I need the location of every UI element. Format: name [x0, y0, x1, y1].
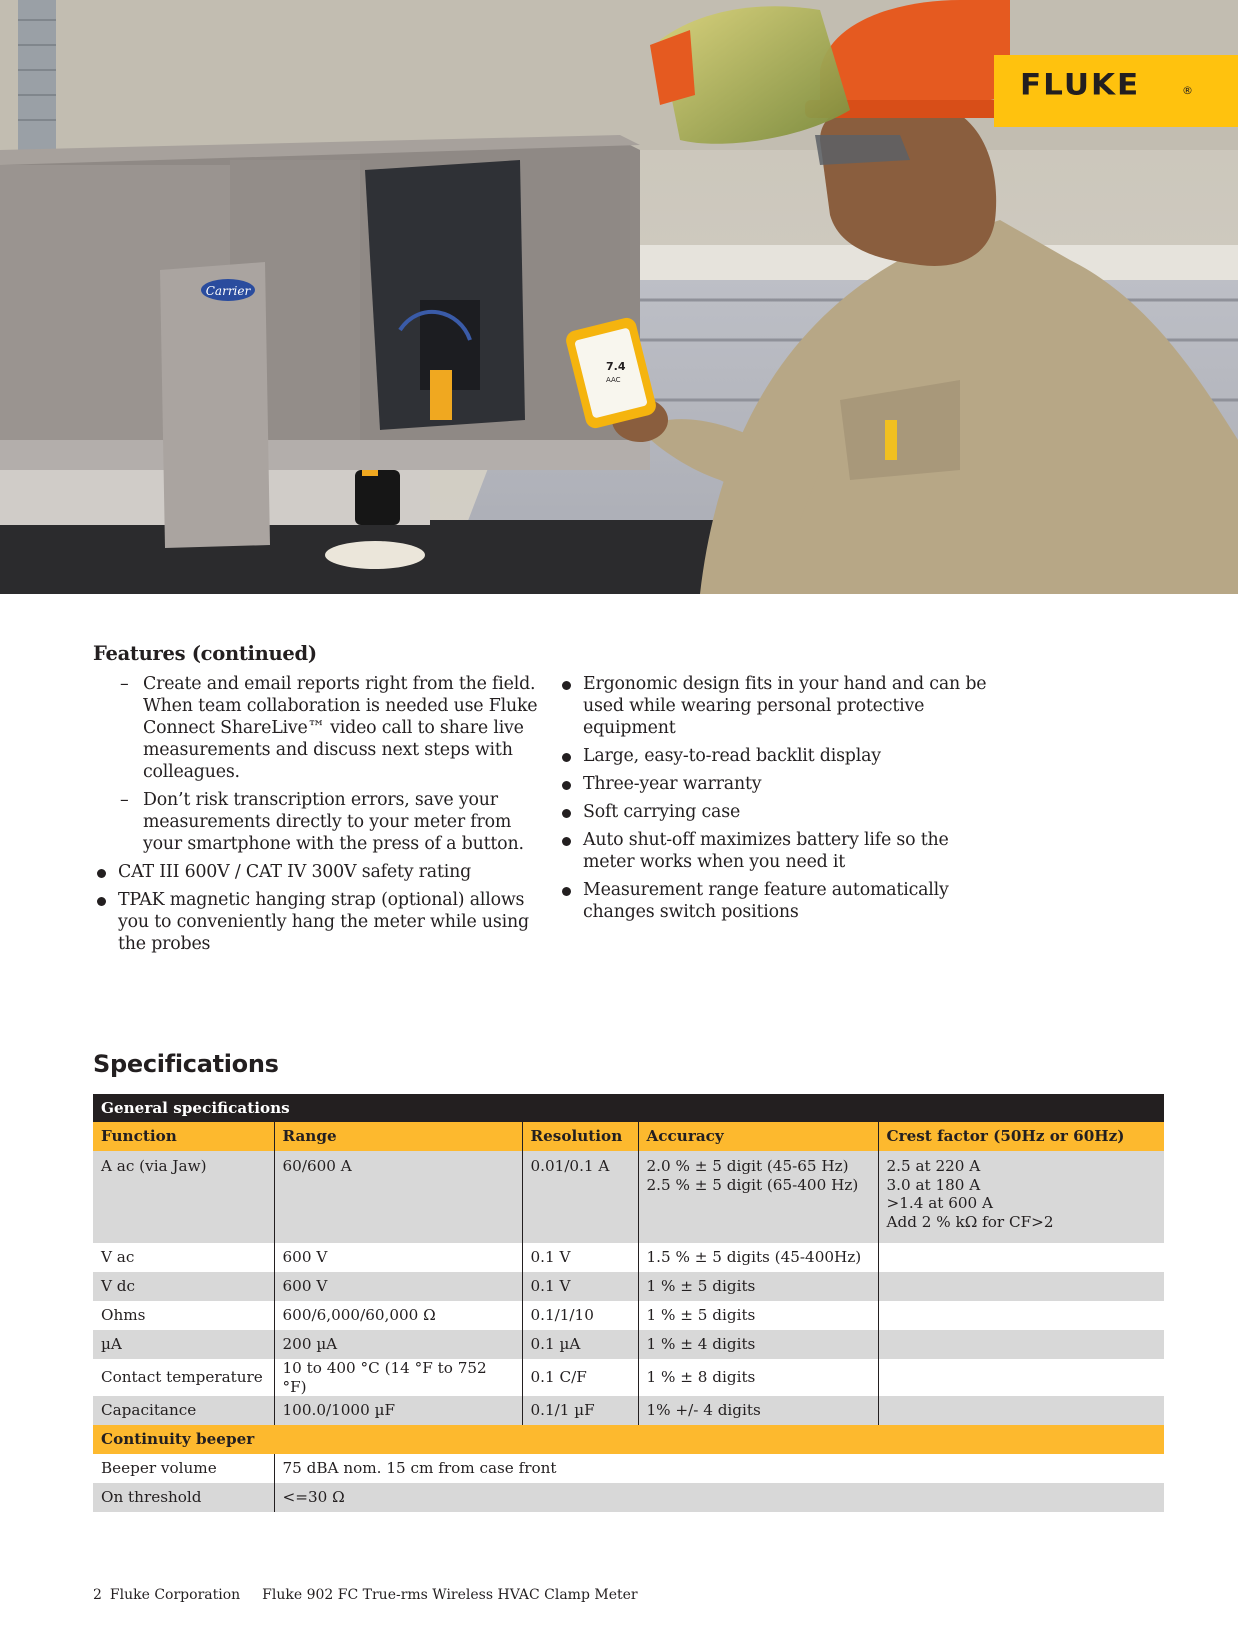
column-header: Resolution — [522, 1122, 638, 1151]
table-cell: 0.1 C/F — [522, 1359, 638, 1396]
bullet-icon — [562, 781, 571, 790]
bullet-icon — [97, 869, 106, 878]
table-cell: 1 % ± 8 digits — [638, 1359, 878, 1396]
column-header: Range — [274, 1122, 522, 1151]
table-cell — [878, 1330, 1164, 1359]
column-header: Accuracy — [638, 1122, 878, 1151]
table-row — [93, 1272, 1164, 1301]
phone-unit: AAC — [606, 376, 621, 384]
table-cell: 1.5 % ± 5 digits (45-400Hz) — [638, 1243, 878, 1272]
table-cell — [878, 1301, 1164, 1330]
table-cell: Beeper volume — [93, 1454, 274, 1483]
table-cell: 0.1/1 µF — [522, 1396, 638, 1425]
footer-company: Fluke Corporation — [109, 1587, 241, 1603]
table-cell — [878, 1396, 1164, 1425]
table-cell: 10 to 400 °C (14 °F to 752 °F) — [274, 1359, 522, 1396]
feature-text: Three-year warranty — [583, 774, 762, 794]
table-cell — [878, 1272, 1164, 1301]
feature-text: Auto shut-off maximizes battery life so the meter works when you need it — [583, 830, 949, 872]
phone-reading: 7.4 — [606, 360, 626, 373]
table-cell: Contact temperature — [93, 1359, 274, 1396]
table-cell: 200 µA — [274, 1330, 522, 1359]
feature-text: Large, easy-to-read backlit display — [583, 746, 881, 766]
feature-text: CAT III 600V / CAT IV 300V safety rating — [118, 862, 472, 882]
table-cell: 600 V — [274, 1243, 522, 1272]
feature-text: TPAK magnetic hanging strap (optional) allows you to conveniently hang the meter while using the probes — [118, 890, 529, 954]
general-specifications-label: General specifications — [93, 1094, 1164, 1122]
table-cell: 100.0/1000 µF — [274, 1396, 522, 1425]
feature-item — [93, 673, 543, 783]
table-cell: µA — [93, 1330, 274, 1359]
table-cell: 0.1 V — [522, 1272, 638, 1301]
fluke-logo — [994, 55, 1238, 127]
feature-item — [558, 879, 998, 923]
footer-product-title: Fluke 902 FC True-rms Wireless HVAC Clamp Meter — [262, 1587, 638, 1603]
table-cell: V dc — [93, 1272, 274, 1301]
fluke-logo-wordmark: FLUKE — [1020, 67, 1141, 103]
table-cell: Capacitance — [93, 1396, 274, 1425]
feature-text: Measurement range feature automatically changes switch positions — [583, 880, 949, 922]
table-cell: 1% +/- 4 digits — [638, 1396, 878, 1425]
feature-item — [558, 673, 998, 739]
hero-photo — [0, 0, 1238, 594]
table-cell: <=30 Ω — [274, 1483, 1164, 1512]
table-cell: 0.1/1/10 — [522, 1301, 638, 1330]
table-cell: 600/6,000/60,000 Ω — [274, 1301, 522, 1330]
general-specifications-table — [93, 1094, 1164, 1512]
registered-mark: ® — [1182, 84, 1193, 97]
table-row — [93, 1330, 1164, 1359]
table-cell — [878, 1243, 1164, 1272]
table-row — [93, 1151, 1164, 1243]
table-cell: 0.1 V — [522, 1243, 638, 1272]
table-cell: 2.5 at 220 A 3.0 at 180 A >1.4 at 600 A Add 2 % kΩ for CF>2 — [878, 1151, 1164, 1243]
table-cell: 0.1 µA — [522, 1330, 638, 1359]
table-cell: 75 dBA nom. 15 cm from case front — [274, 1454, 1164, 1483]
page-number: 2 — [93, 1587, 102, 1603]
table-section-header — [93, 1094, 1164, 1122]
table-cell: A ac (via Jaw) — [93, 1151, 274, 1243]
bullet-icon — [562, 753, 571, 762]
table-cell: On threshold — [93, 1483, 274, 1512]
table-row — [93, 1243, 1164, 1272]
table-row — [93, 1454, 1164, 1483]
table-row — [93, 1396, 1164, 1425]
table-row — [93, 1483, 1164, 1512]
table-cell — [878, 1359, 1164, 1396]
bullet-icon — [562, 681, 571, 690]
feature-item — [93, 789, 543, 855]
bullet-icon — [562, 809, 571, 818]
table-cell: 0.01/0.1 A — [522, 1151, 638, 1243]
feature-text: Don’t risk transcription errors, save your measurements directly to your meter from your smartphone with the press of a button. — [143, 790, 524, 854]
table-cell: 60/600 A — [274, 1151, 522, 1243]
carrier-logo-text: Carrier — [205, 284, 251, 298]
features-left-column — [93, 673, 543, 961]
table-row — [93, 1301, 1164, 1330]
bullet-icon — [562, 887, 571, 896]
feature-item — [93, 889, 543, 955]
dash-marker: – — [120, 790, 129, 810]
feature-text: Ergonomic design fits in your hand and can be used while wearing personal protective equipment — [583, 674, 987, 738]
specifications-heading: Specifications — [93, 1050, 279, 1078]
feature-item — [558, 829, 998, 873]
feature-item — [93, 861, 543, 883]
feature-item — [558, 773, 998, 795]
table-cell: 600 V — [274, 1272, 522, 1301]
features-heading: Features (continued) — [93, 642, 317, 665]
table-cell: 1 % ± 4 digits — [638, 1330, 878, 1359]
column-header: Function — [93, 1122, 274, 1151]
feature-item — [558, 745, 998, 767]
dash-marker: – — [120, 674, 129, 694]
table-cell: 1 % ± 5 digits — [638, 1301, 878, 1330]
table-column-headers — [93, 1122, 1164, 1151]
feature-item — [558, 801, 998, 823]
table-section-header — [93, 1425, 1164, 1454]
table-row — [93, 1359, 1164, 1396]
continuity-beeper-label: Continuity beeper — [93, 1425, 1164, 1454]
bullet-icon — [97, 897, 106, 906]
features-right-column — [558, 673, 998, 929]
feature-text: Soft carrying case — [583, 802, 741, 822]
column-header: Crest factor (50Hz or 60Hz) — [878, 1122, 1164, 1151]
bullet-icon — [562, 837, 571, 846]
table-cell: V ac — [93, 1243, 274, 1272]
table-cell: 1 % ± 5 digits — [638, 1272, 878, 1301]
table-cell: Ohms — [93, 1301, 274, 1330]
page-footer — [93, 1587, 638, 1603]
table-cell: 2.0 % ± 5 digit (45-65 Hz) 2.5 % ± 5 digit (65-400 Hz) — [638, 1151, 878, 1243]
feature-text: Create and email reports right from the field. When team collaboration is needed use Fluke Connect ShareLive™ video call to share live measurements and discuss next steps with colleagues. — [143, 674, 538, 782]
